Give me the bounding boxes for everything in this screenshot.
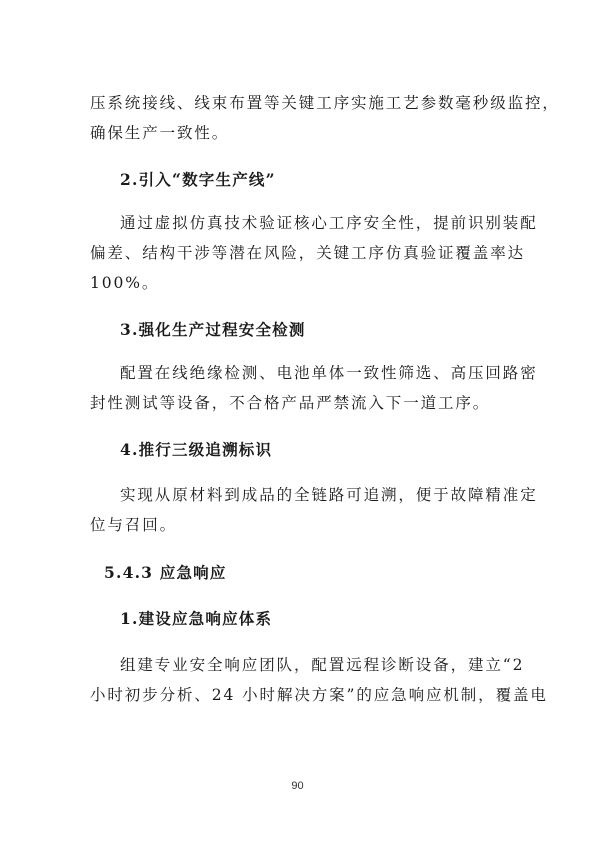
subsection-heading: 5.4.3 应急响应 [104,563,227,582]
body-text-line: 100%。 [90,274,160,292]
body-text-line: 封性测试等设备，不合格产品严禁流入下一道工序。 [90,394,491,412]
body-text-line: 小时初步分析、24 小时解决方案”的应急响应机制，覆盖电 [90,686,548,704]
body-text-line: 配置在线绝缘检测、电池单体一致性筛选、高压回路密 [120,364,538,382]
body-text-line: 偏差、结构干涉等潜在风险，关键工序仿真验证覆盖率达 [90,244,526,262]
body-text-line: 压系统接线、线束布置等关键工序实施工艺参数毫秒级监控， [90,94,560,112]
page-number: 90 [291,780,304,792]
section-heading: 1.建设应急响应体系 [120,609,273,628]
body-text-line: 位与召回。 [90,516,178,534]
body-text-line: 组建专业安全响应团队，配置远程诊断设备，建立“2 [120,656,525,674]
section-heading: 4.推行三级追溯标识 [120,440,273,459]
body-text-line: 实现从原材料到成品的全链路可追溯，便于故障精准定 [120,486,538,504]
body-text-line: 确保生产一致性。 [90,124,230,142]
body-text-line: 通过虚拟仿真技术验证核心工序安全性，提前识别装配 [120,214,538,232]
section-heading: 3.强化生产过程安全检测 [120,320,306,339]
section-heading: 2.引入“数字生产线” [120,170,276,189]
